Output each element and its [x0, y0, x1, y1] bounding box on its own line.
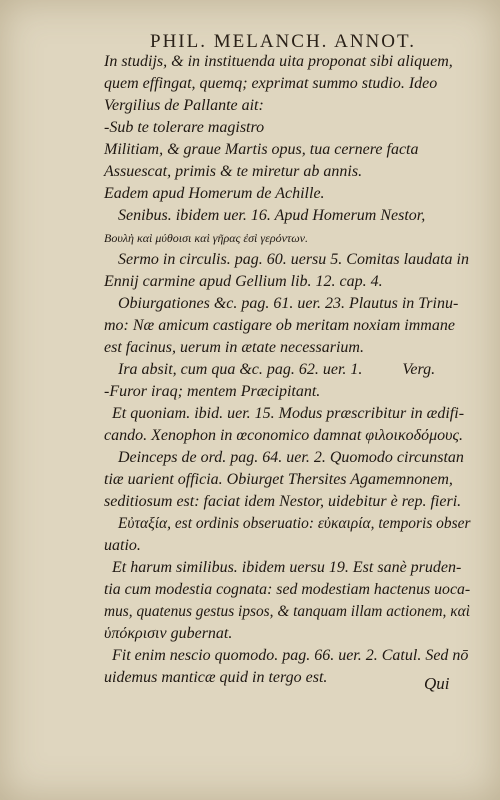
text-line: -Furor iraq; mentem Præcipitant.: [104, 383, 321, 400]
text-line: tiæ uarient officia. Obiurget Thersites Agamemnonem,: [104, 471, 453, 488]
text-line: Εὐταξία, est ordinis obseruatio: εὐκαιρία, temporis obser: [118, 515, 471, 532]
text-line: Et quoniam. ibid. uer. 15. Modus præscribitur in ædifi-: [112, 405, 465, 422]
text-line: ὑπόκρισιν gubernat.: [104, 625, 233, 642]
text-line: Βουλὴ καὶ μύθοισι καὶ γῆρας ἐσὶ γερόντων.: [104, 231, 309, 245]
running-header: PHIL. MELANCH. ANNOT.: [150, 31, 416, 52]
text-line: uatio.: [104, 537, 141, 554]
text-line: Ennij carmine apud Gellium lib. 12. cap. 4.: [104, 273, 383, 290]
text-line: -Sub te tolerare magistro: [104, 119, 265, 136]
text-line: uidemus manticæ quid in tergo est.: [104, 669, 328, 686]
text-line: Eadem apud Homerum de Achille.: [104, 185, 325, 202]
text-line: est facinus, uerum in ætate necessarium.: [104, 339, 364, 356]
text-line: In studijs, & in instituenda uita proponat sibi aliquem,: [104, 53, 453, 70]
text-line: Obiurgationes &c. pag. 61. uer. 23. Plautus in Trinu-: [118, 295, 459, 312]
text-line: Vergilius de Pallante ait:: [104, 97, 264, 114]
catchword: Qui: [424, 674, 450, 693]
text-line: tia cum modestia cognata: sed modestiam hactenus uoca-: [104, 581, 471, 598]
text-line: Militiam, & graue Martis opus, tua cernere facta: [104, 141, 419, 158]
text-line: quem effingat, quemq; exprimat summo studio. Ideo: [104, 75, 438, 92]
text-line: Fit enim nescio quomodo. pag. 66. uer. 2. Catul. Sed nō: [112, 647, 469, 664]
text-line: seditiosum est: faciat idem Nestor, uidebitur è rep. fieri.: [104, 493, 462, 510]
text-line: Deinceps de ord. pag. 64. uer. 2. Quomodo circunstan: [118, 449, 464, 466]
text-line: mus, quatenus gestus ipsos, & tanquam illam actionem, καὶ: [104, 603, 470, 620]
text-line: Senibus. ibidem uer. 16. Apud Homerum Nestor,: [118, 207, 426, 224]
text-line: cando. Xenophon in œconomico damnat φιλοικοδόμους.: [104, 427, 463, 444]
text-line: Et harum similibus. ibidem uersu 19. Est sanè pruden-: [112, 559, 462, 576]
text-line: Sermo in circulis. pag. 60. uersu 5. Comitas laudata in: [118, 251, 469, 268]
text-line: Assuescat, primis & te miretur ab annis.: [104, 163, 363, 180]
text-line: Ira absit, cum qua &c. pag. 62. uer. 1. Verg.: [118, 361, 436, 378]
text-line: mo: Næ amicum castigare ob meritam noxiam immane: [104, 317, 455, 334]
